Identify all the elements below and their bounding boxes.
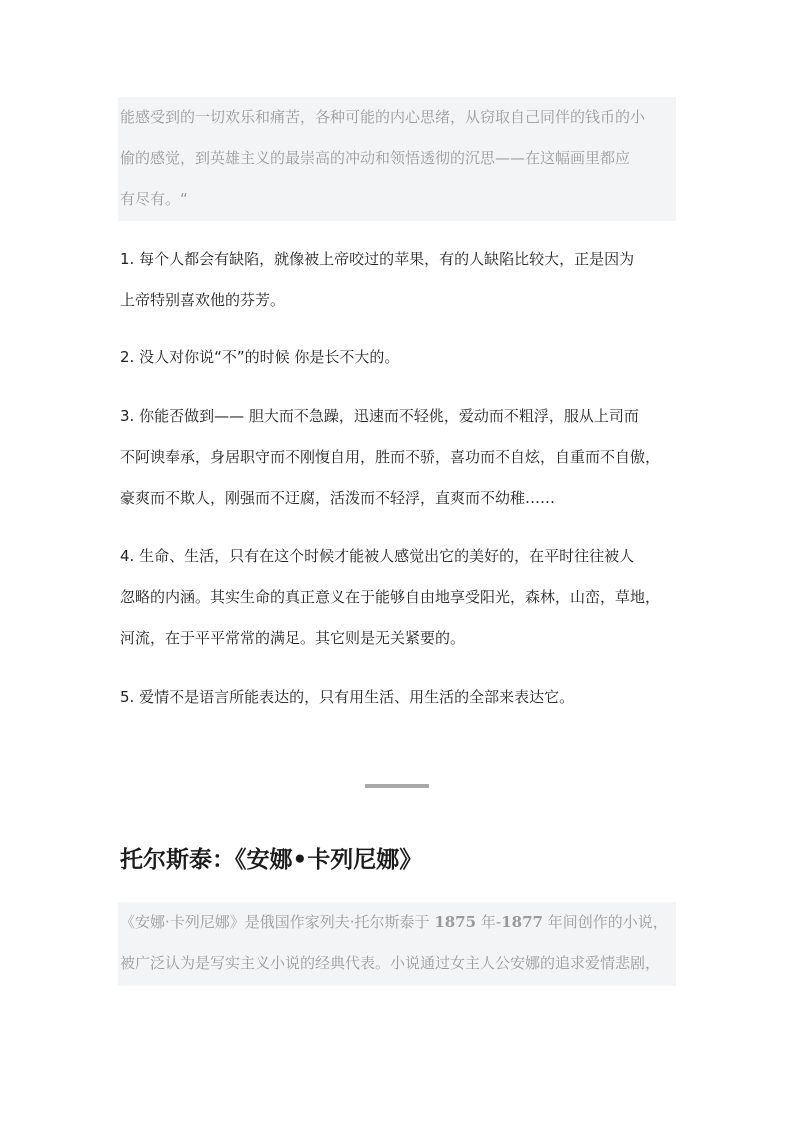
quote-line: 有尽有。“ (120, 190, 188, 208)
quote-block-bottom (118, 902, 676, 986)
item-line: 上帝特别喜欢他的芬芳。 (120, 291, 286, 309)
quote-text: 年间创作的小说， (543, 913, 668, 931)
list-item-2 (120, 337, 680, 378)
list-item-1 (120, 239, 680, 321)
section-divider (365, 784, 429, 788)
list-item-5 (120, 677, 680, 718)
quote-block-top (118, 97, 676, 221)
item-line: 1. 每个人都会有缺陷，就像被上帝咬过的苹果，有的人缺陷比较大，正是因为 (120, 250, 635, 268)
item-line: 3. 你能否做到—— 胆大而不急躁，迅速而不轻佻，爱动而不粗浮，服从上司而 (120, 407, 639, 425)
item-line: 5. 爱情不是语言所能表达的，只有用生活、用生活的全部来表达它。 (120, 688, 575, 706)
section-title: 托尔斯泰：《安娜•卡列尼娜》 (120, 847, 423, 873)
quote-line: 能感受到的一切欢乐和痛苦，各种可能的内心思绪，从窃取自己同伴的钱币的小 (120, 108, 646, 126)
item-line: 豪爽而不欺人，刚强而不迂腐，活泼而不轻浮，直爽而不幼稚…… (120, 489, 556, 507)
list-item-4 (120, 536, 680, 659)
item-line: 忽略的内涵。其实生命的真正意义在于能够自由地享受阳光，森林，山峦，草地， (120, 588, 661, 606)
item-line: 河流，在于平平常常的满足。其它则是无关紧要的。 (120, 629, 466, 647)
item-line: 不阿谀奉承，身居职守而不刚愎自用，胜而不骄，喜功而不自炫，自重而不自傲， (120, 448, 661, 466)
quote-line (120, 902, 674, 943)
quote-line: 偷的感觉，到英雄主义的最崇高的冲动和领悟透彻的沉思——在这幅画里都应 (120, 149, 631, 167)
item-line: 2. 没人对你说“不”的时候 你是长不大的。 (120, 348, 400, 366)
list-item-3 (120, 396, 680, 519)
quote-text: 《安娜·卡列尼娜》是俄国作家列夫·托尔斯泰于 (120, 913, 435, 931)
year-end: 1877 (501, 913, 543, 931)
quote-line: 被广泛认为是写实主义小说的经典代表。小说通过女主人公安娜的追求爱情悲剧， (120, 954, 661, 972)
item-line: 4. 生命、生活，只有在这个时候才能被人感觉出它的美好的，在平时往往被人 (120, 547, 635, 565)
year-start: 1875 (434, 913, 477, 931)
quote-text: 年- (476, 913, 502, 931)
